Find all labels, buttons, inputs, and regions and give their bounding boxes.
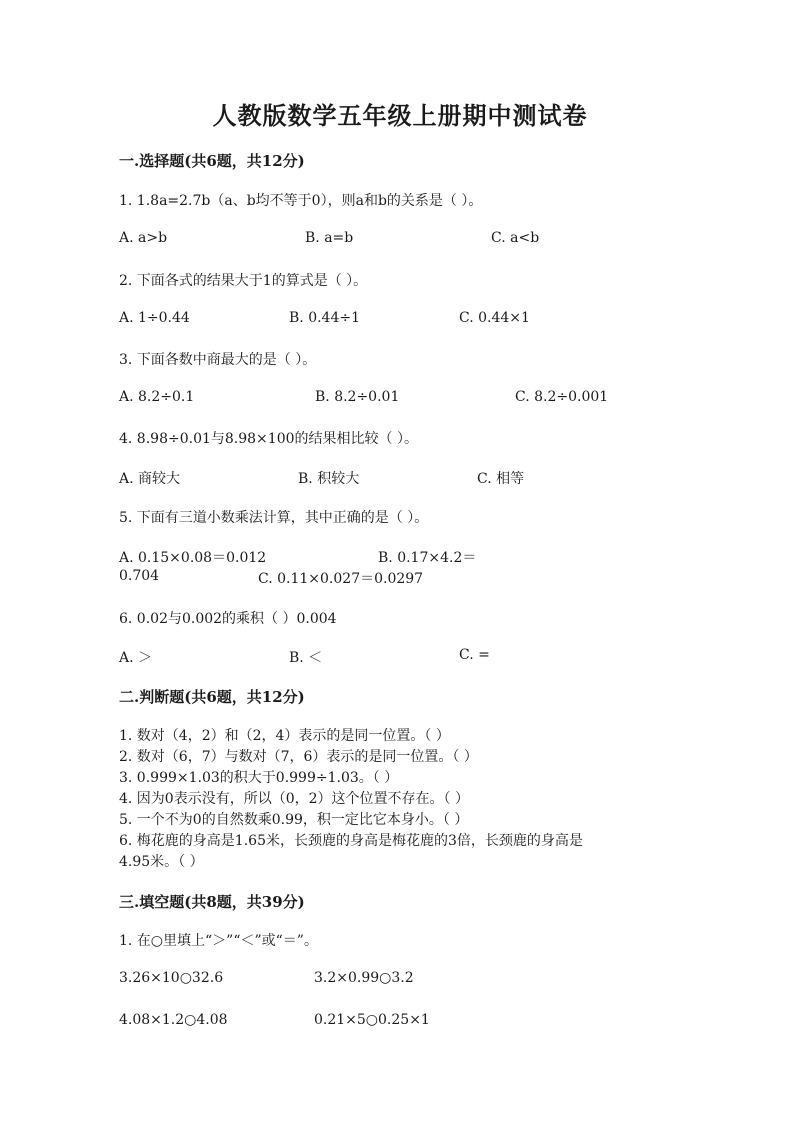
comparison-item: 3.26×10○32.6 (119, 970, 224, 986)
option-b: B. 积较大 (298, 471, 360, 487)
question-stem: 1. 在○里填上“＞”“＜”或“＝”。 (119, 933, 318, 949)
option-a: A. a>b (119, 230, 168, 246)
list-item: 1. 数对（4，2）和（2，4）表示的是同一位置。（ ） (119, 728, 450, 744)
question-stem: 3. 下面各数中商最大的是（ ）。 (119, 352, 317, 368)
comparison-item: 4.08×1.2○4.08 (119, 1012, 228, 1028)
list-item: 5. 一个不为0的自然数乘0.99，积一定比它本身小。（ ） (119, 812, 469, 828)
list-item: 3. 0.999×1.03的积大于0.999÷1.03。（ ） (119, 770, 399, 786)
option-c: C. 8.2÷0.001 (515, 389, 609, 405)
option-c: C. 0.11×0.027＝0.0297 (258, 571, 424, 587)
option-a: A. 8.2÷0.1 (119, 389, 195, 405)
list-item: 4.95米。（ ） (119, 854, 204, 870)
option-b: B. ＜ (289, 650, 323, 666)
question-stem: 2. 下面各式的结果大于1的算式是（ ）。 (119, 273, 368, 289)
option-c: C. = (459, 647, 490, 663)
option-b: B. 8.2÷0.01 (315, 389, 400, 405)
question-stem: 4. 8.98÷0.01与8.98×100的结果相比较（ ）。 (119, 431, 418, 447)
question-stem: 1. 1.8a=2.7b（a、b均不等于0），则a和b的关系是（ ）。 (119, 193, 483, 209)
list-item: 6. 梅花鹿的身高是1.65米，长颈鹿的身高是梅花鹿的3倍，长颈鹿的身高是 (119, 833, 583, 849)
option-b: B. 0.44÷1 (289, 310, 360, 326)
comparison-item: 0.21×5○0.25×1 (314, 1012, 430, 1028)
section-heading-fill: 三.填空题(共8题，共39分) (119, 893, 305, 911)
option-c: C. a<b (491, 230, 540, 246)
question-stem: 6. 0.02与0.002的乘积（ ）0.004 (119, 611, 337, 627)
option-b: B. a=b (305, 230, 354, 246)
option-c: C. 0.44×1 (459, 310, 530, 326)
section-heading-judgement: 二.判断题(共6题，共12分) (119, 688, 305, 706)
option-c: C. 相等 (477, 471, 525, 487)
list-item: 2. 数对（6，7）与数对（7，6）表示的是同一位置。（ ） (119, 749, 478, 765)
comparison-item: 3.2×0.99○3.2 (314, 970, 414, 986)
option-b-continued: 0.704 (119, 568, 160, 584)
section-heading-choice: 一.选择题(共6题，共12分) (119, 152, 305, 170)
question-stem: 5. 下面有三道小数乘法计算，其中正确的是（ ）。 (119, 510, 429, 526)
option-a: A. 商较大 (119, 471, 181, 487)
option-a: A. ＞ (119, 650, 153, 666)
list-item: 4. 因为0表示没有，所以（0，2）这个位置不存在。（ ） (119, 791, 469, 807)
option-a: A. 0.15×0.08＝0.012 (119, 550, 267, 566)
page-title: 人教版数学五年级上册期中测试卷 (212, 101, 588, 130)
option-b: B. 0.17×4.2＝ (378, 550, 477, 566)
option-a: A. 1÷0.44 (119, 310, 190, 326)
